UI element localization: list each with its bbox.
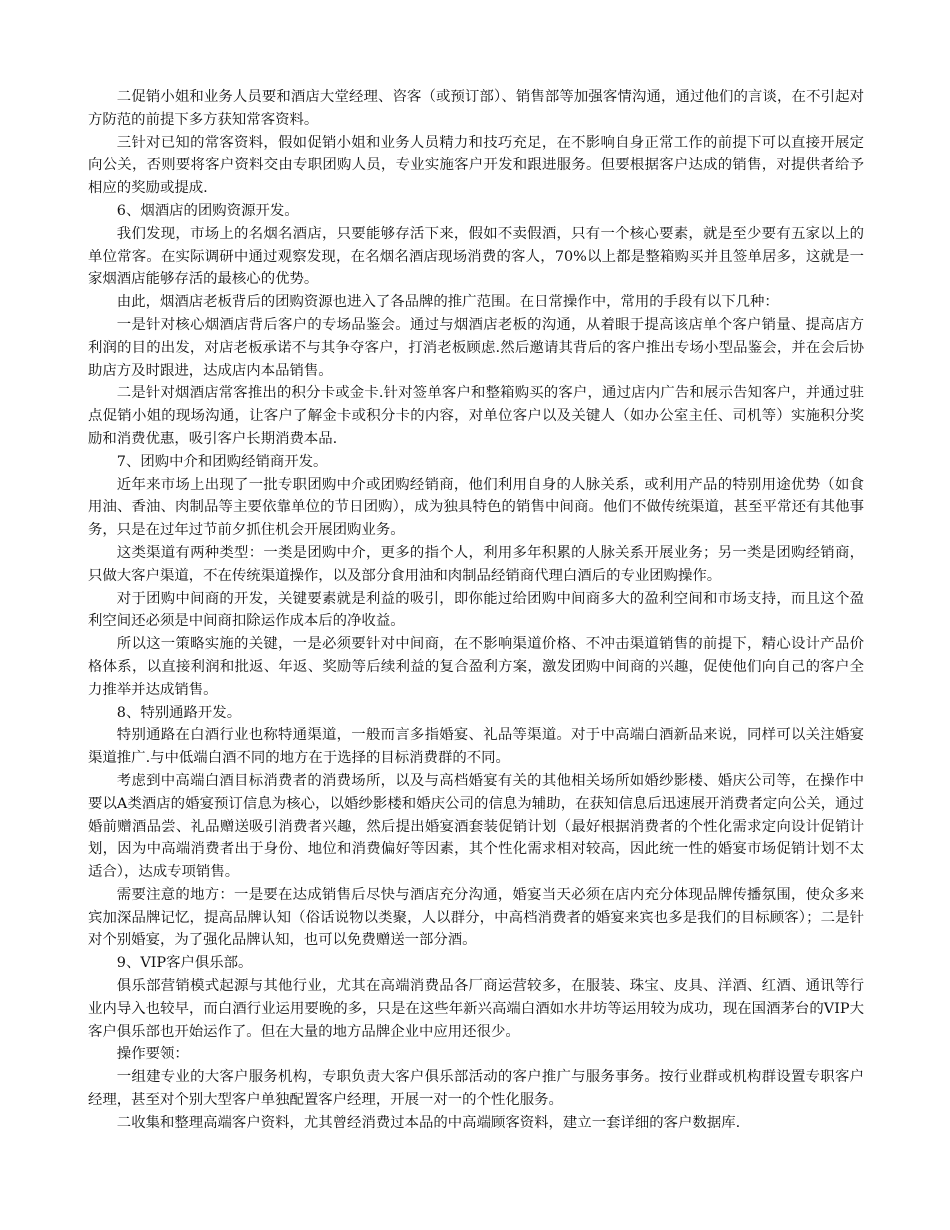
paragraph-operation-essentials: 操作要领： [116,1046,189,1063]
paragraph-channel-types: 这类渠道有两种类型：一类是团购中介，更多的指个人，利用多年积累的人脉关系开展业务；另一类是团购经销商，只做大客户渠道，不在传统渠道操作，以及部分食用油和肉制品经销商代理白酒后的专业团购操作。 [88,544,864,584]
paragraph-service-organization: 一组建专业的大客户服务机构，专职负责大客户俱乐部活动的客户推广与服务事务。按行业群或机构群设置专职客户经理，甚至对个别大型客户单独配置客户经理，开展一对一的个性化服务。 [88,1069,864,1109]
section-heading-8: 8、特别通路开发。 [116,704,242,721]
paragraph-points-card: 二是针对烟酒店常客推出的积分卡或金卡.针对签单客户和整箱购买的客户，通过店内广告和展示告知客户，并通过驻点促销小姐的现场沟通，让客户了解金卡或积分卡的内容，对单位客户以及关键人（如办公室主任、司机等）实施积分奖励和消费优惠，吸引客户长期消费本品. [88,385,864,447]
paragraph-targeted-pr: 三针对已知的常客资料，假如促销小姐和业务人员精力和技巧充足，在不影响自身正常工作的前提下可以直接开展定向公关，否则要将客户资料交由专职团购人员，专业实施客户开发和跟进服务。但要根据客户达成的销售，对提供者给予相应的奖励或提成. [88,134,864,197]
paragraph-special-channels: 特别通路在白酒行业也称特通渠道，一般而言多指婚宴、礼品等渠道。对于中高端白酒新品来说，同样可以关注婚宴渠道推广.与中低端白酒不同的地方在于选择的目标消费群的不同。 [88,727,864,767]
paragraph-strategy-key: 所以这一策略实施的关键，一是必须要针对中间商，在不影响渠道价格、不冲击渠道销售的前提下，精心设计产品价格体系，以直接利润和批返、年返、奖励等后续利益的复合盈利方案，激发团购中间商的兴趣，促使他们向自己的客户全力推举并达成销售。 [88,636,864,698]
paragraph-attention-points: 需要注意的地方：一是要在达成销售后尽快与酒店充分沟通，婚宴当天必须在店内充分体现品牌传播氛围，使众多来宾加深品牌记忆，提高品牌认知（俗话说物以类聚，人以群分，中高档消费者的婚宴来宾也多是我们的目标顾客）；二是针对个别婚宴，为了强化品牌认知，也可以免费赠送一部分酒。 [88,886,864,949]
paragraph-wedding-banquet: 考虑到中高端白酒目标消费者的消费场所，以及与高档婚宴有关的其他相关场所如婚纱影楼、婚庆公司等，在操作中要以A类酒店的婚宴预订信息为核心，以婚纱影楼和婚庆公司的信息为辅助，在获知信息后迅速展开消费者定向公关，通过婚前赠酒品尝、礼品赠送吸引消费者兴趣，然后提出婚宴酒套装促销计划（最好根据消费者的个性化需求定向设计促销计划，因为中高端消费者出于身份、地位和消费偏好等因素，其个性化需求相对较高，因此统一性的婚宴市场促销计划不太适合），达成专项销售。 [88,772,864,881]
paragraph-profit-attraction: 对于团购中间商的开发，关键要素就是利益的吸引，即你能过给团购中间商多大的盈利空间和市场支持，而且这个盈利空间还必须是中间商扣除运作成本后的净收益。 [88,590,864,630]
paragraph-common-methods: 由此，烟酒店老板背后的团购资源也进入了各品牌的推广范围。在日常操作中，常用的手段有以下几种： [116,294,779,311]
paragraph-customer-database: 二收集和整理高端客户资料，尤其曾经消费过本品的中高端顾客资料，建立一套详细的客户数据库. [116,1114,741,1131]
paragraph-group-intermediaries: 近年来市场上出现了一批专职团购中介或团购经销商，他们利用自身的人脉关系，或利用产品的特别用途优势（如食用油、香油、肉制品等主要依靠单位的节日团购），成为独具特色的销售中间商。他们不做传统渠道，甚至平常还有其他事务，只是在过年过节前夕抓住机会开展团购业务。 [88,476,864,539]
section-heading-6: 6、烟酒店的团购资源开发。 [116,202,299,219]
paragraph-tobacco-store-findings: 我们发现，市场上的名烟名酒店，只要能够存活下来，假如不卖假酒，只有一个核心要素，就是至少要有五家以上的单位常客。在实际调研中通过观察发现，在名烟名酒店现场消费的客人，70%以上都是整箱购买并且签单居多，这就是一家烟酒店能够存活的最核心的优势。 [88,225,864,288]
paragraph-club-marketing: 俱乐部营销模式起源与其他行业，尤其在高端消费品各厂商运营较多，在服装、珠宝、皮具、洋酒、红酒、通讯等行业内导入也较早，而白酒行业运用要晚的多，只是在这些年新兴高端白酒如水井坊等运用较为成功，现在国酒茅台的VIP大客户俱乐部也开始运作了。但在大量的地方品牌企业中应用还很少。 [88,978,864,1040]
section-heading-9: 9、VIP客户俱乐部。 [116,955,253,972]
document-page [88,86,864,1135]
section-heading-7: 7、团购中介和团购经销商开发。 [116,453,328,470]
paragraph-promoter-communication: 二促销小姐和业务人员要和酒店大堂经理、咨客（或预订部）、销售部等加强客情沟通，通过他们的言谈，在不引起对方防范的前提下多方获知常客资料。 [88,89,864,128]
paragraph-tasting-event: 一是针对核心烟酒店背后客户的专场品鉴会。通过与烟酒店老板的沟通，从着眼于提高该店单个客户销量、提高店方利润的目的出发，对店老板承诺不与其争夺客户，打消老板顾虑.然后邀请其背后的客户推出专场小型品鉴会，并在会后协助店方及时跟进，达成店内本品销售。 [88,316,864,379]
